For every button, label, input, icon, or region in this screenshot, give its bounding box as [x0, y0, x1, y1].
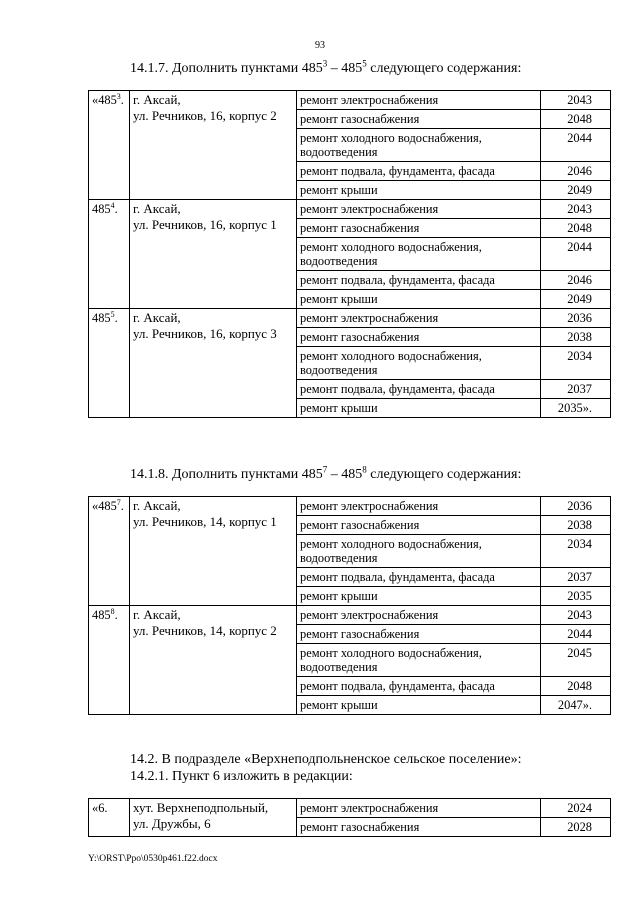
work-year: 2024	[541, 799, 611, 818]
item-number-suffix: .	[120, 499, 124, 513]
address-line-2: ул. Речников, 16, корпус 1	[133, 217, 277, 232]
item-number	[89, 606, 130, 715]
heading-text: 14.1.7. Дополнить пунктами 485	[130, 61, 323, 76]
item-number-text: 485	[92, 311, 111, 325]
work-type: ремонт подвала, фундамента, фасада	[297, 380, 541, 399]
item-address	[130, 606, 297, 715]
item-address	[130, 497, 297, 606]
address-line-2: ул. Дружбы, 6	[133, 816, 211, 831]
address-line-1: г. Аксай,	[133, 498, 181, 513]
work-type: ремонт газоснабжения	[297, 818, 541, 837]
work-year: 2046	[541, 271, 611, 290]
work-year: 2037	[541, 568, 611, 587]
item-number-text: «485	[92, 499, 117, 513]
section-heading-14-2-1: 14.2.1. Пункт 6 изложить в редакции:	[130, 769, 353, 784]
table-row	[89, 497, 611, 516]
work-type: ремонт газоснабжения	[297, 328, 541, 347]
table-14-2-1	[88, 798, 611, 837]
work-year: 2036	[541, 497, 611, 516]
work-year: 2049	[541, 181, 611, 200]
work-year: 2037	[541, 380, 611, 399]
item-number-text: 485	[92, 202, 111, 216]
work-type: ремонт крыши	[297, 587, 541, 606]
work-type: ремонт холодного водоснабжения, водоотведения	[297, 129, 541, 162]
heading-sup: 3	[322, 58, 328, 69]
heading-text: – 485	[327, 467, 363, 482]
work-type: ремонт подвала, фундамента, фасада	[297, 677, 541, 696]
item-number-text: «485	[92, 93, 117, 107]
heading-sup: 8	[362, 464, 367, 475]
work-type: ремонт газоснабжения	[297, 516, 541, 535]
work-type: ремонт подвала, фундамента, фасада	[297, 568, 541, 587]
heading-sup: 7	[322, 464, 328, 475]
table-row	[89, 309, 611, 328]
heading-text: – 485	[327, 61, 363, 76]
table-14-1-8	[88, 496, 611, 715]
work-year: 2043	[541, 200, 611, 219]
item-number-sup: 7	[116, 497, 121, 507]
work-year: 2044	[541, 238, 611, 271]
work-year: 2048	[541, 677, 611, 696]
item-number-suffix: .	[114, 311, 118, 325]
item-number-sup: 3	[116, 91, 121, 101]
work-year: 2035	[541, 587, 611, 606]
work-type: ремонт крыши	[297, 399, 541, 418]
work-type: ремонт электроснабжения	[297, 309, 541, 328]
work-type: ремонт подвала, фундамента, фасада	[297, 162, 541, 181]
work-type: ремонт электроснабжения	[297, 200, 541, 219]
work-year: 2038	[541, 516, 611, 535]
address-line-1: г. Аксай,	[133, 607, 181, 622]
work-year: 2034	[541, 535, 611, 568]
address-line-2: ул. Речников, 14, корпус 2	[133, 623, 277, 638]
section-heading-14-2: 14.2. В подразделе «Верхнеподпольненское сельское поселение»:	[130, 752, 522, 767]
address-line-1: г. Аксай,	[133, 92, 181, 107]
work-year: 2045	[541, 644, 611, 677]
work-type: ремонт крыши	[297, 290, 541, 309]
table-14-1-7	[88, 90, 611, 418]
page-number: 93	[315, 40, 325, 51]
work-type: ремонт холодного водоснабжения, водоотведения	[297, 347, 541, 380]
work-type: ремонт электроснабжения	[297, 606, 541, 625]
item-number-text: 485	[92, 608, 111, 622]
work-year: 2048	[541, 219, 611, 238]
item-number-text: «6.	[92, 801, 108, 815]
item-number-sup: 8	[110, 606, 115, 616]
work-type: ремонт электроснабжения	[297, 91, 541, 110]
work-year: 2043	[541, 606, 611, 625]
work-type: ремонт холодного водоснабжения, водоотведения	[297, 535, 541, 568]
heading-sup: 5	[362, 58, 367, 69]
heading-text: 14.1.8. Дополнить пунктами 485	[130, 467, 323, 482]
item-number	[89, 200, 130, 309]
item-number-suffix: .	[114, 608, 118, 622]
work-type: ремонт крыши	[297, 181, 541, 200]
address-line-2: ул. Речников, 16, корпус 3	[133, 326, 277, 341]
document-path-footer: Y:\ORST\Ppo\0530p461.f22.docx	[88, 854, 218, 864]
work-year: 2044	[541, 625, 611, 644]
work-year: 2044	[541, 129, 611, 162]
item-number	[89, 91, 130, 200]
item-number-sup: 5	[110, 309, 115, 319]
item-number-sup: 4	[110, 200, 115, 210]
work-type: ремонт газоснабжения	[297, 219, 541, 238]
work-year: 2028	[541, 818, 611, 837]
work-type: ремонт электроснабжения	[297, 497, 541, 516]
item-number	[89, 309, 130, 418]
work-type: ремонт электроснабжения	[297, 799, 541, 818]
address-line-2: ул. Речников, 16, корпус 2	[133, 108, 277, 123]
section-heading-14-1-8	[130, 464, 522, 483]
item-address	[130, 91, 297, 200]
table-row	[89, 200, 611, 219]
heading-text: следующего содержания:	[366, 467, 522, 482]
work-year: 2043	[541, 91, 611, 110]
work-year: 2036	[541, 309, 611, 328]
item-number	[89, 497, 130, 606]
work-type: ремонт подвала, фундамента, фасада	[297, 271, 541, 290]
work-type: ремонт холодного водоснабжения, водоотведения	[297, 238, 541, 271]
item-number-suffix: .	[114, 202, 118, 216]
item-number-suffix: .	[120, 93, 124, 107]
work-year: 2046	[541, 162, 611, 181]
work-type: ремонт газоснабжения	[297, 625, 541, 644]
item-address	[130, 799, 297, 837]
work-type: ремонт крыши	[297, 696, 541, 715]
table-row	[89, 799, 611, 818]
item-number	[89, 799, 130, 837]
table-row	[89, 606, 611, 625]
address-line-1: хут. Верхнеподпольный,	[133, 800, 269, 815]
work-year: 2038	[541, 328, 611, 347]
work-year: 2049	[541, 290, 611, 309]
address-line-1: г. Аксай,	[133, 310, 181, 325]
work-year: 2047».	[541, 696, 611, 715]
work-year: 2035».	[541, 399, 611, 418]
section-heading-14-1-7	[130, 58, 522, 77]
work-type: ремонт холодного водоснабжения, водоотведения	[297, 644, 541, 677]
item-address	[130, 200, 297, 309]
work-year: 2034	[541, 347, 611, 380]
table-row	[89, 91, 611, 110]
address-line-2: ул. Речников, 14, корпус 1	[133, 514, 277, 529]
work-year: 2048	[541, 110, 611, 129]
heading-text: следующего содержания:	[366, 61, 522, 76]
item-address	[130, 309, 297, 418]
work-type: ремонт газоснабжения	[297, 110, 541, 129]
address-line-1: г. Аксай,	[133, 201, 181, 216]
